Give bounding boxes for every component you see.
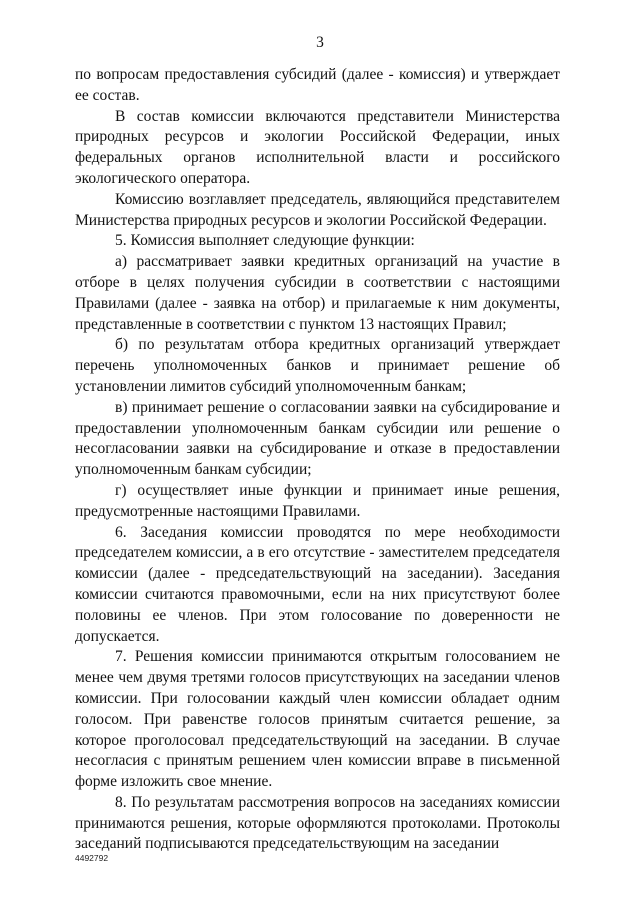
paragraph-commission-chair: Комиссию возглавляет председатель, являющийся представителем Министерства природных ресурсов и экологии Российской Федерации. bbox=[75, 190, 560, 229]
paragraph-item-5v: в) принимает решение о согласовании заявки на субсидирование и предоставлении уполномоченным банкам субсидии или решение о несогласовании заявки на субсидирование и отказе в предоставлении уполномоченным банкам субсидии; bbox=[75, 398, 560, 479]
paragraph-item-5: 5. Комиссия выполняет следующие функции: bbox=[115, 232, 415, 250]
paragraph-item-5a: а) рассматривает заявки кредитных организаций на участие в отборе в целях получения субсидии в соответствии с настоящими Правилами (далее - заявка на отбор) и прилагаемые к ним документы, представленные в соответствии с пунктом 13 настоящих Правил; bbox=[75, 253, 560, 333]
document-body bbox=[75, 65, 560, 855]
document-code: 4492792 bbox=[75, 853, 109, 863]
paragraph-commission-composition: В состав комиссии включаются представители Министерства природных ресурсов и экологии Российской Федерации, иных федеральных органов исполнительной власти и российского экологического оператора. bbox=[75, 107, 560, 187]
paragraph-item-8: 8. По результатам рассмотрения вопросов на заседаниях комиссии принимаются решения, которые оформляются протоколами. Протоколы заседаний подписываются председательствующим на заседании bbox=[75, 793, 560, 853]
paragraph-item-6: 6. Заседания комиссии проводятся по мере необходимости председателем комиссии, а в его отсутствие - заместителем председателя комиссии (далее - председательствующий на заседании). Заседания комиссии считаются правомочными, если на них присутствуют более половины ее членов. При этом голосование по доверенности не допускается. bbox=[75, 523, 560, 645]
page-number: 3 bbox=[316, 34, 324, 51]
paragraph-continuation: по вопросам предоставления субсидий (далее - комиссия) и утверждает ее состав. bbox=[75, 66, 560, 104]
paragraph-item-5g: г) осуществляет иные функции и принимает иные решения, предусмотренные настоящими Правилами. bbox=[75, 481, 560, 520]
paragraph-item-7: 7. Решения комиссии принимаются открытым голосованием не менее чем двумя третями голосов присутствующих на заседании членов комиссии. При голосовании каждый член комиссии обладает одним голосом. При равенстве голосов принятым считается решение, за которое проголосовал председательствующий на заседании. В случае несогласия с принятым решением член комиссии вправе в письменной форме изложить свое мнение. bbox=[75, 648, 560, 791]
paragraph-item-5b: б) по результатам отбора кредитных организаций утверждает перечень уполномоченных банков и принимает решение об установлении лимитов субсидий уполномоченным банкам; bbox=[75, 336, 560, 395]
